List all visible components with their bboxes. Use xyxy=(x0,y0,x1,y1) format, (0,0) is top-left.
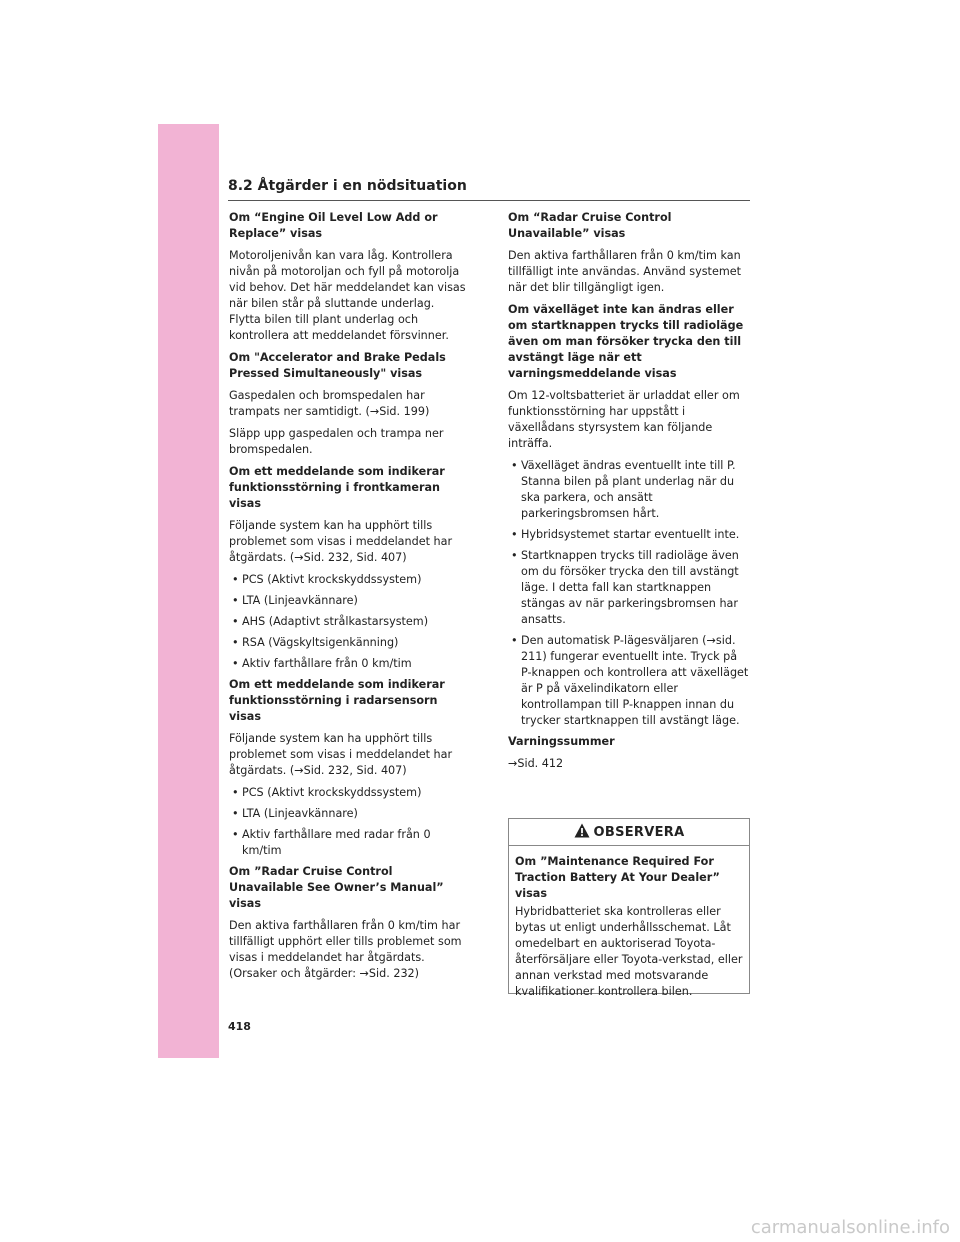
heading-front-camera: Om ett meddelande som indikerar funktionsstörning i frontkameran visas xyxy=(229,465,445,510)
list-item: • PCS (Aktivt krockskyddssystem) xyxy=(232,786,422,799)
heading-pedals: Om "Accelerator and Brake Pedals Pressed Simultaneously" visas xyxy=(229,351,446,380)
para-warning-buzzer: →Sid. 412 xyxy=(508,757,564,770)
list-item: • Hybridsystemet startar eventuellt inte. xyxy=(511,528,740,541)
heading-warning-buzzer: Varningssummer xyxy=(508,735,615,748)
list-item: • Startknappen trycks till radioläge även om du försöker trycka den till avstängt läge. I detta fall kan startknappen stängas av när parkeringsbromsen har ansatts. xyxy=(511,549,739,626)
para-pedals-2: Släpp upp gaspedalen och trampa ner bromspedalen. xyxy=(229,427,444,456)
caution-body xyxy=(509,846,749,1000)
list-item: • Den automatisk P-lägesväljaren (→sid. 211) fungerar eventuellt inte. Tryck på P-knappen och kontrollera att växelläget är P på växelindikatorn eller kontrollampan till P-knappen innan du trycker startknappen till avstängt läge. xyxy=(511,634,749,727)
heading-engine-oil: Om “Engine Oil Level Low Add or Replace” visas xyxy=(229,211,438,240)
para-engine-oil: Motoroljenivån kan vara låg. Kontrollera nivån på motoroljan och fyll på motorolja vid behov. Det här meddelandet kan visas när bilen står på sluttande underlag. Flytta bilen till plant underlag och kontrollera att meddelandet försvinner. xyxy=(229,249,466,342)
para-front-camera: Följande system kan ha upphört tills problemet som visas i meddelandet har åtgärdats. (→Sid. 232, Sid. 407) xyxy=(229,519,453,564)
left-column xyxy=(229,210,467,988)
para-pedals-1: Gaspedalen och bromspedalen har trampats ner samtidigt. (→Sid. 199) xyxy=(229,389,430,418)
list-item: • AHS (Adaptivt strålkastarsystem) xyxy=(232,615,429,628)
list-item: • PCS (Aktivt krockskyddssystem) xyxy=(232,573,422,586)
caution-heading: Om ”Maintenance Required For Traction Battery At Your Dealer” visas xyxy=(515,855,720,900)
right-column xyxy=(508,210,750,778)
caution-title: OBSERVERA xyxy=(593,824,685,840)
list-item: • LTA (Linjeavkännare) xyxy=(232,807,358,820)
para-radar-sensor: Följande system kan ha upphört tills problemet som visas i meddelandet har åtgärdats. (→Sid. 232, Sid. 407) xyxy=(229,732,453,777)
list-item: • RSA (Vägskyltsigenkänning) xyxy=(232,636,399,649)
caution-header xyxy=(509,819,749,846)
watermark: carmanualsonline.info xyxy=(750,1217,950,1238)
warning-triangle-icon xyxy=(574,823,590,842)
heading-radar-unavailable-manual: Om ”Radar Cruise Control Unavailable See Owner’s Manual” visas xyxy=(229,865,444,910)
page-number: 418 xyxy=(228,1020,251,1033)
para-gear-position: Om 12-voltsbatteriet är urladdat eller om funktionsstörning har uppstått i växellådans styrsystem kan följande inträffa. xyxy=(508,389,740,450)
caution-para: Hybridbatteriet ska kontrolleras eller bytas ut enligt underhållsschemat. Låt omedelbart en auktoriserad Toyota-återförsäljare eller Toyota-verkstad, eller annan verkstad med motsvarande kvalifikationer kontrollera bilen. xyxy=(515,905,743,998)
list-item: • Aktiv farthållare med radar från 0 km/tim xyxy=(232,828,431,857)
para-radar-unavailable: Den aktiva farthållaren från 0 km/tim kan tillfälligt inte användas. Använd systemet när det blir tillgängligt igen. xyxy=(508,249,741,294)
section-title: 8.2 Åtgärder i en nödsituation xyxy=(228,178,467,194)
heading-radar-sensor: Om ett meddelande som indikerar funktionsstörning i radarsensorn visas xyxy=(229,678,445,723)
heading-gear-position: Om växelläget inte kan ändras eller om startknappen trycks till radioläge även om man försöker trycka den till avstängt läge när ett varningsmeddelande visas xyxy=(508,303,744,380)
list-item: • Aktiv farthållare från 0 km/tim xyxy=(232,657,412,670)
para-radar-unavailable-manual: Den aktiva farthållaren från 0 km/tim har tillfälligt upphört eller tills problemet som visas i meddelandet har åtgärdats. (Orsaker och åtgärder: →Sid. 232) xyxy=(229,919,462,980)
header-rule xyxy=(228,200,750,201)
heading-radar-unavailable: Om “Radar Cruise Control Unavailable” visas xyxy=(508,211,672,240)
caution-box xyxy=(508,818,750,998)
list-item: • Växelläget ändras eventuellt inte till P. Stanna bilen på plant underlag när du ska parkera, och ansätt parkeringsbromsen hårt. xyxy=(511,459,736,520)
list-item: • LTA (Linjeavkännare) xyxy=(232,594,358,607)
page-tab-sidebar xyxy=(158,124,219,1058)
